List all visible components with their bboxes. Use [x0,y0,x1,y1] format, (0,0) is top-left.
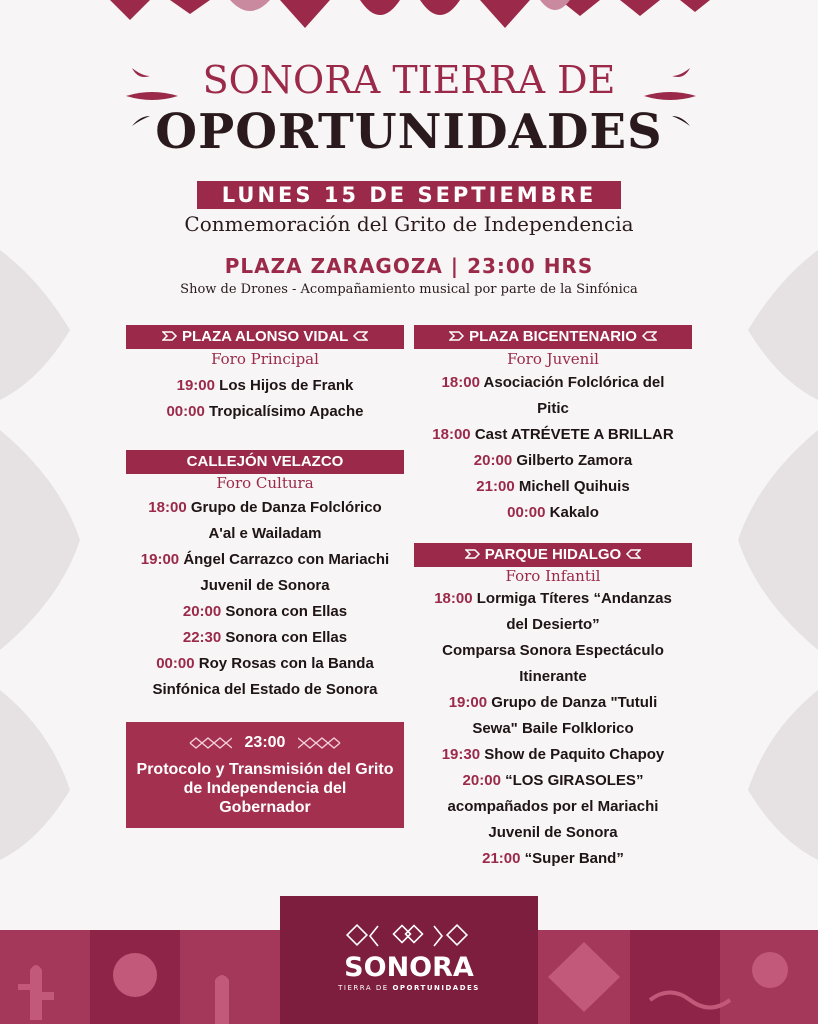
arrow-left-icon [625,548,641,560]
schedule-item: 22:30 Sonora con Ellas [182,629,348,646]
schedule-item-cont: Juvenil de Sonora [488,824,618,841]
schedule-item: 20:00 “LOS GIRASOLES” [462,772,644,789]
schedule-item: 18:00 Grupo de Danza Folclórico [148,499,382,516]
schedule-item-cont: acompañados por el Mariachi [447,798,659,815]
schedule-list-bicentenario [410,370,696,526]
schedule-item: 20:00 Sonora con Ellas [182,603,348,620]
arrow-left-icon [641,330,657,342]
date-banner: LUNES 15 DE SEPTIEMBRE [197,181,621,209]
schedule-item-cont: Pitic [537,400,569,417]
section-header-hidalgo [414,543,692,567]
main-venue: PLAZA ZARAGOZA | 23:00 HRS [224,254,594,278]
arrow-right-icon [162,330,178,342]
schedule-item: 18:00 Lormiga Títeres “Andanzas [434,590,672,607]
foro-label: Foro Cultura [216,474,314,492]
zigzag-ornament-icon [298,737,342,749]
section-title: PLAZA ALONSO VIDAL [181,328,349,345]
schedule-item: 19:00 Los Hijos de Frank [176,377,354,394]
arrow-left-icon [352,330,368,342]
schedule-item: 21:00 “Super Band” [482,850,624,867]
foro-label: Foro Infantil [505,567,601,585]
sonora-logo [280,896,538,1024]
schedule-item: 00:00 Roy Rosas con la Banda [156,655,374,672]
schedule-item-cont: Juvenil de Sonora [200,577,330,594]
section-header-velazco [126,450,404,474]
schedule-item: 19:00 Grupo de Danza "Tutuli [448,694,658,711]
schedule-list-hidalgo [410,586,696,872]
section-title: CALLEJÓN VELAZCO [186,453,344,470]
schedule-item-cont: Sewa" Baile Folklorico [472,720,634,737]
schedule-item: 20:00 Gilberto Zamora [473,452,633,469]
schedule-item: 18:00 Asociación Folclórica del [441,374,665,391]
grito-text: Protocolo y Transmisión del Grito de Independencia del Gobernador [136,761,394,816]
section-header-alonso-vidal [126,325,404,349]
schedule-item: 21:00 Michell Quihuis [476,478,630,495]
foro-label: Foro Juvenil [507,350,599,368]
logo-tagline: TIERRA DE OPORTUNIDADES [338,984,480,992]
schedule-item: 00:00 Kakalo [507,504,599,521]
schedule-item: 00:00 Tropicalísimo Apache [166,403,364,420]
section-title: PARQUE HIDALGO [484,546,622,563]
section-header-bicentenario [414,325,692,349]
event-subtitle: Conmemoración del Grito de Independencia [184,212,634,236]
logo-word: SONORA [344,952,474,983]
schedule-item: 19:30 Show de Paquito Chapoy [441,746,665,763]
schedule-item: Comparsa Sonora Espectáculo [442,642,664,659]
schedule-item: 18:00 Cast ATRÉVETE A BRILLAR [432,426,674,443]
arrow-right-icon [449,330,465,342]
schedule-item-cont: Sinfónica del Estado de Sonora [152,681,378,698]
title-line-1: SONORA TIERRA DE [202,58,616,102]
zigzag-ornament-icon [188,737,232,749]
section-title: PLAZA BICENTENARIO [469,328,637,345]
grito-box [126,722,404,828]
top-pattern [0,0,818,36]
logo-ornament-icon [344,922,474,950]
schedule-item: 19:00 Ángel Carrazco con Mariachi [140,551,390,568]
schedule-list-velazco [126,495,404,703]
main-venue-description: Show de Drones - Acompañamiento musical por parte de la Sinfónica [180,282,638,297]
title-line-2: OPORTUNIDADES [155,104,663,160]
grito-time: 23:00 [244,734,286,751]
grito-time-row [126,734,404,752]
arrow-right-icon [465,548,481,560]
schedule-item-cont: del Desierto” [506,616,600,633]
schedule-item-cont: Itinerante [519,668,587,685]
schedule-list-alonso-vidal [126,373,404,425]
schedule-item-cont: A'al e Wailadam [208,525,322,542]
foro-label: Foro Principal [211,350,319,368]
